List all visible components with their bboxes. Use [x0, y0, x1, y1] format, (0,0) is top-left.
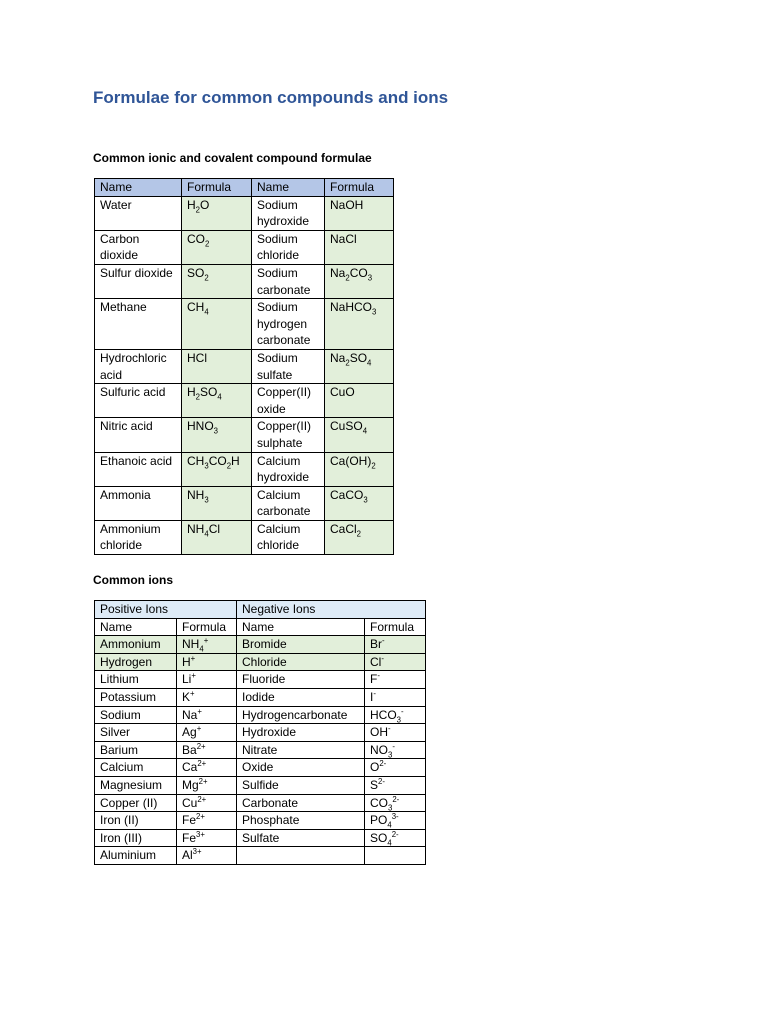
compound-name: Water [95, 196, 182, 230]
ion-row [95, 741, 426, 759]
compound-formula: HCl [182, 349, 252, 383]
positive-ion-name: Iron (II) [95, 812, 177, 830]
compound-formula: NaCl [325, 230, 394, 264]
compound-row [95, 418, 394, 452]
compounds-header-formula-1: Formula [182, 179, 252, 197]
negative-ion-name: Bromide [237, 636, 365, 654]
positive-ion-formula: $Fe^{3+}$ [177, 829, 237, 847]
compound-formula: CaCO$_3$ [325, 486, 394, 520]
ions-heading: Common ions [93, 573, 173, 587]
positive-ion-formula: $Al^{3+}$ [177, 847, 237, 865]
compound-row [95, 384, 394, 418]
ions-table [94, 600, 426, 865]
negative-ion-formula: $SO_4^{2-}$ [365, 829, 426, 847]
ion-row [95, 759, 426, 777]
compound-name: Calcium carbonate [252, 486, 325, 520]
positive-ion-name: Iron (III) [95, 829, 177, 847]
ions-group-header-row [95, 601, 426, 619]
compound-row [95, 264, 394, 298]
compound-row [95, 486, 394, 520]
compound-name: Sodium hydroxide [252, 196, 325, 230]
positive-ion-formula: $Ba^{2+}$ [177, 741, 237, 759]
compound-name: Sulfuric acid [95, 384, 182, 418]
compounds-header-formula-2: Formula [325, 179, 394, 197]
negative-ion-formula: $NO_3^-$ [365, 741, 426, 759]
ion-row [95, 706, 426, 724]
negative-ion-name: Fluoride [237, 671, 365, 689]
compound-name: Hydrochloric acid [95, 349, 182, 383]
negative-ion-name: Chloride [237, 653, 365, 671]
negative-ion-name: Carbonate [237, 794, 365, 812]
negative-ion-formula: $S^{2-}$ [365, 776, 426, 794]
positive-ion-name: Lithium [95, 671, 177, 689]
compound-formula: NaHCO$_3$ [325, 299, 394, 350]
negative-ion-formula: Br- [365, 636, 426, 654]
ion-row [95, 653, 426, 671]
compound-formula: CaCl$_2$ [325, 520, 394, 554]
compound-formula: $CH_3CO_2H$ [182, 452, 252, 486]
negative-ion-name: Iodide [237, 688, 365, 706]
negative-ion-formula: $O^{2-}$ [365, 759, 426, 777]
compound-formula: $HNO_3$ [182, 418, 252, 452]
compound-formula: $CO_2$ [182, 230, 252, 264]
positive-ion-name: Copper (II) [95, 794, 177, 812]
negative-ion-name: Hydroxide [237, 724, 365, 742]
compound-formula: $Na_2CO_3$ [325, 264, 394, 298]
negative-ion-name [237, 847, 365, 865]
positive-ion-name: Sodium [95, 706, 177, 724]
compound-row [95, 196, 394, 230]
compound-formula: $Ca(OH)_2$ [325, 452, 394, 486]
compound-formula: CuO [325, 384, 394, 418]
compound-name: Ammonia [95, 486, 182, 520]
positive-ions-header: Positive Ions [95, 601, 237, 619]
negative-ion-name: Phosphate [237, 812, 365, 830]
page-title: Formulae for common compounds and ions [93, 88, 449, 107]
positive-ion-formula: K+ [177, 688, 237, 706]
compound-formula: $Na_2SO_4$ [325, 349, 394, 383]
positive-ion-name: Magnesium [95, 776, 177, 794]
compound-row [95, 452, 394, 486]
positive-ion-formula: Na+ [177, 706, 237, 724]
compound-name: Copper(II) oxide [252, 384, 325, 418]
compound-name: Carbon dioxide [95, 230, 182, 264]
positive-ion-name: Aluminium [95, 847, 177, 865]
compound-name: Sodium chloride [252, 230, 325, 264]
compound-row [95, 299, 394, 350]
compound-formula: $SO_2$ [182, 264, 252, 298]
ion-row [95, 776, 426, 794]
positive-ion-name: Barium [95, 741, 177, 759]
compound-formula: $NH_4Cl$ [182, 520, 252, 554]
negative-ion-name: Hydrogencarbonate [237, 706, 365, 724]
negative-ion-formula: OH- [365, 724, 426, 742]
negative-ion-name: Sulfate [237, 829, 365, 847]
ion-row [95, 671, 426, 689]
compound-name: Sulfur dioxide [95, 264, 182, 298]
compound-formula: CuSO$_4$ [325, 418, 394, 452]
compound-name: Calcium chloride [252, 520, 325, 554]
ion-row [95, 847, 426, 865]
positive-ion-name: Calcium [95, 759, 177, 777]
ion-row [95, 829, 426, 847]
compound-name: Copper(II) sulphate [252, 418, 325, 452]
positive-ion-formula: Ag+ [177, 724, 237, 742]
compounds-header-name-1: Name [95, 179, 182, 197]
compound-formula: $CH_4$ [182, 299, 252, 350]
positive-ion-formula: $Ca^{2+}$ [177, 759, 237, 777]
ions-column-header-row [95, 618, 426, 636]
positive-ion-formula: Li+ [177, 671, 237, 689]
compound-name: Nitric acid [95, 418, 182, 452]
positive-ion-name: Hydrogen [95, 653, 177, 671]
positive-ion-formula: $Mg^{2+}$ [177, 776, 237, 794]
negative-ion-formula: Cl- [365, 653, 426, 671]
negative-ion-name: Sulfide [237, 776, 365, 794]
negative-ion-formula: $PO_4^{3-}$ [365, 812, 426, 830]
positive-ion-formula: $Cu^{2+}$ [177, 794, 237, 812]
ion-row [95, 636, 426, 654]
negative-ion-formula: I- [365, 688, 426, 706]
negative-ion-formula: $CO_3^{2-}$ [365, 794, 426, 812]
compound-row [95, 349, 394, 383]
compound-row [95, 230, 394, 264]
ions-header-name-2: Name [237, 618, 365, 636]
compounds-table [94, 178, 394, 555]
ions-header-name-1: Name [95, 618, 177, 636]
compound-formula: NaOH [325, 196, 394, 230]
ion-row [95, 688, 426, 706]
compound-formula: $H_2O$ [182, 196, 252, 230]
compound-name: Methane [95, 299, 182, 350]
compound-formula: $H_2SO_4$ [182, 384, 252, 418]
compounds-header-row [95, 179, 394, 197]
compound-row [95, 520, 394, 554]
negative-ion-formula: $HCO_3^-$ [365, 706, 426, 724]
compound-name: Calcium hydroxide [252, 452, 325, 486]
negative-ion-name: Oxide [237, 759, 365, 777]
ion-row [95, 812, 426, 830]
ion-row [95, 794, 426, 812]
compound-name: Sodium hydrogen carbonate [252, 299, 325, 350]
compound-name: Sodium carbonate [252, 264, 325, 298]
positive-ion-formula: $Fe^{2+}$ [177, 812, 237, 830]
compounds-header-name-2: Name [252, 179, 325, 197]
positive-ion-formula: H+ [177, 653, 237, 671]
positive-ion-name: Ammonium [95, 636, 177, 654]
negative-ion-formula: F- [365, 671, 426, 689]
ions-header-formula-2: Formula [365, 618, 426, 636]
positive-ion-name: Potassium [95, 688, 177, 706]
negative-ions-header: Negative Ions [237, 601, 426, 619]
compound-name: Ethanoic acid [95, 452, 182, 486]
negative-ion-formula [365, 847, 426, 865]
compound-formula: $NH_3$ [182, 486, 252, 520]
ions-header-formula-1: Formula [177, 618, 237, 636]
positive-ion-name: Silver [95, 724, 177, 742]
negative-ion-name: Nitrate [237, 741, 365, 759]
compound-name: Ammonium chloride [95, 520, 182, 554]
positive-ion-formula: $NH_4^+$ [177, 636, 237, 654]
compound-name: Sodium sulfate [252, 349, 325, 383]
compounds-heading: Common ionic and covalent compound formulae [93, 151, 372, 165]
ion-row [95, 724, 426, 742]
